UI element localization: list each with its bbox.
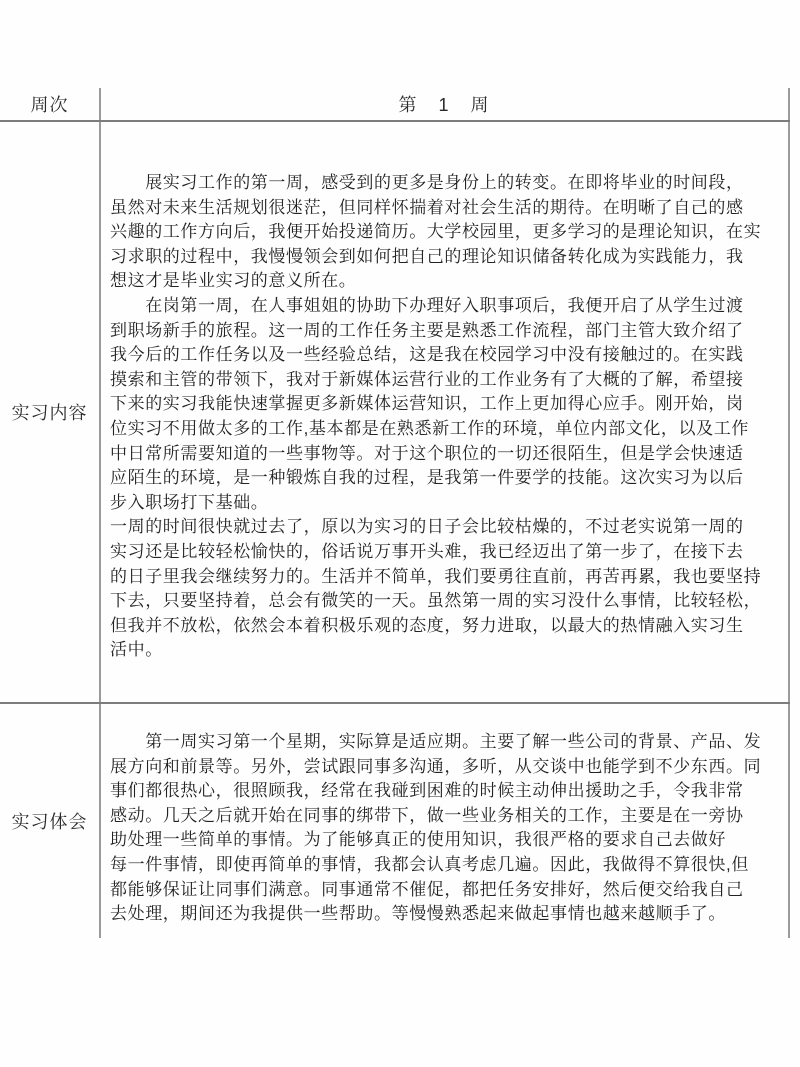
internship-reflection-label: 实习体会: [11, 812, 88, 832]
internship-content-label: 实习内容: [11, 403, 88, 423]
table-border-below-header: [0, 120, 790, 122]
table-divider-between-rows: [0, 702, 790, 704]
week-number-value: 第 1 周: [398, 95, 491, 115]
internship-reflection-text: 第一周实习第一个星期，实际算是适应期。主要了解一些公司的背景、产品、发 展方向和前景等。另外，尝试跟同事多沟通，多听，从交谈中也能学到不少东西。同 事们都很热心，很照顾我，经常在我碰到困难的时候主动伸出援助之手，令我非常 感动。几天之后就开始在同事的绑带下，做一些业务相关的工作，主要是在一旁协 助处理一些简单的事情。为了能够真正的使用知识，我很严格的要求自己去做好 每一件事情，即使再简单的事情，我都会认真考虑几遍。因此，我做得不算很快,但 都能够保证让同事们满意。同事通常不催促，都把任务安排好，然后便交给我自己 去处理，期间还为我提供一些帮助。等慢慢熟悉起来做起事情也越来越顺手了。: [110, 732, 762, 924]
table-border-vertical-right: [788, 88, 790, 938]
week-number-row-label: 周次: [30, 95, 69, 115]
table-divider-vertical-left: [99, 88, 101, 938]
internship-content-text: 展实习工作的第一周，感受到的更多是身份上的转变。在即将毕业的时间段， 虽然对未来生活规划很迷茫，但同样怀揣着对社会生活的期待。在明晰了自己的感 兴趣的工作方向后，我便开始投递简历。大学校园里，更多学习的是理论知识，在实 习求职的过程中，我慢慢领会到如何把自己的理论知识储备转化成为实践能力，我 想这才是毕业实习的意义所在。 在岗第一周，在人事姐姐的协助下办理好入职事项后，我便开启了从学生过渡 到职场新手的旅程。这一周的工作任务主要是熟悉工作流程，部门主管大致介绍了 我今后的工作任务以及一些经验总结，这是我在校园学习中没有接触过的。在实践 摸索和主管的带领下，我对于新媒体运营行业的工作业务有了大概的了解，希望接 下来的实习我能快速掌握更多新媒体运营知识，工作上更加得心应手。刚开始，岗 位实习不用做太多的工作,基本都是在熟悉新工作的环境，单位内部文化，以及工作 中日常所需要知道的一些事物等。对于这个职位的一切还很陌生，但是学会快速适 应陌生的环境，是一种锻炼自我的过程，是我第一件要学的技能。这次实习为以后 步入职场打下基础。 一周的时间很快就过去了，原以为实习的日子会比较枯燥的，不过老实说第一周的 实习还是比较轻松愉快的，俗话说万事开头难，我已经迈出了第一步了，在接下去 的日子里我会继续努力的。生活并不简单，我们要勇往直前，再苦再累，我也要坚持 下去，只要坚持着，总会有微笑的一天。虽然第一周的实习没什么事情，比较轻松， 但我并不放松，依然会本着积极乐观的态度，努力进取，以最大的热情融入实习生 活中。: [110, 173, 762, 660]
